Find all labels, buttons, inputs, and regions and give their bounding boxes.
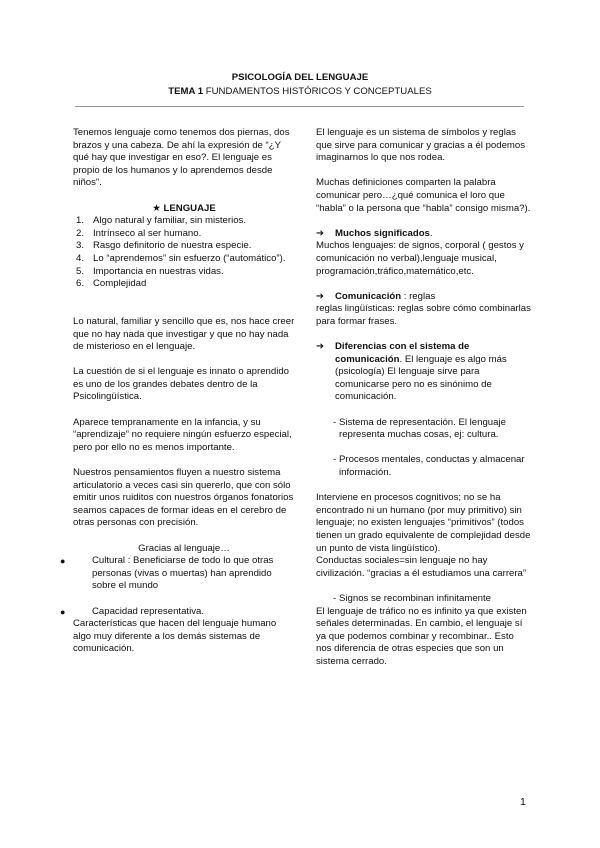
- paragraph-cognitivos: Interviene en procesos cognitivos; no se ha encontrado ni un humano (por muy primitivo) sin lenguaje; no existen lenguajes “primitivos” (todos tienen un grado equivalente de complejidad desde un punto de vista lingüístico).: [316, 492, 531, 554]
- bullet-icon: ●: [60, 606, 66, 617]
- arrow-right-icon: ➔: [316, 290, 325, 302]
- paragraph-trafico: El lenguaje de tráfico no es infinito ya que existen señales determinadas. En cambio, el lenguaje sí ya que podemos combinar y recombinar.. Esto nos diferencia de otras especies que son un sistema cerrado.: [316, 605, 527, 667]
- paragraph-caracteristicas: Características que hacen del lenguaje humano algo muy diferente a los demás sistemas de comunicación.: [73, 618, 277, 655]
- paragraph-infancia: Aparece tempranamente en la infancia, y su “aprendizaje” no requiere ningún esfuerzo especial, pero por ello no es menos importante.: [73, 416, 292, 453]
- bullet-cultural: ● Cultural : Beneficiarse de todo lo que otras personas (vivas o muertas) han aprendido sobre el mundo: [60, 555, 274, 592]
- list-item: 6. Complejidad: [76, 278, 147, 290]
- document-subtitle: [0, 86, 600, 99]
- list-item: 5. Importancia en nuestras vidas.: [76, 265, 224, 277]
- arrow-right-icon: ➔: [316, 227, 325, 239]
- arrow-diferencias: ➔ Diferencias con el sistema de comunicación. El lenguaje es algo más (psicología) El lenguaje sirve para comunicarse pero no es sinónimo de comunicación.: [316, 341, 507, 403]
- paragraph-natural: Lo natural, familiar y sencillo que es, nos hace creer que no hay nada que investigar y que no hay nada de misterioso en el lenguaje.: [73, 315, 295, 353]
- subtitle-tema: TEMA 1: [168, 86, 204, 97]
- lenguaje-list: [73, 215, 295, 291]
- dash-representacion: - Sistema de representación. El lenguaje representa muchas cosas, ej: cultura.: [333, 416, 506, 441]
- left-column: [60, 127, 295, 669]
- lenguaje-heading: ★ LENGUAJE: [152, 202, 216, 214]
- list-item: 3. Rasgo definitorio de nuestra especie.: [76, 240, 252, 252]
- bullet-icon: ●: [60, 556, 66, 567]
- document-title: PSICOLOGÍA DEL LENGUAJE: [231, 72, 369, 83]
- header-rule: [75, 106, 524, 107]
- paragraph-sociales: Conductas sociales=sin lenguaje no hay civilización. “gracias a él estudiamos una carrera”: [316, 555, 527, 579]
- paragraph-definiciones: Muchas definiciones comparten la palabra comunicar pero…¿qué comunica el loro que “habla” o la persona que “habla” consigo misma?).: [316, 177, 531, 214]
- dash-procesos: - Procesos mentales, conductas y almacenar información.: [333, 454, 525, 479]
- subtitle-rest: FUNDAMENTOS HISTÓRICOS Y CONCEPTUALES: [203, 86, 432, 97]
- gracias-heading: Gracias al lenguaje…: [138, 542, 230, 554]
- list-item: 4. Lo “aprendemos” sin esfuerzo (“automático”).: [76, 252, 286, 264]
- paragraph-innato: La cuestión de si el lenguaje es innato o aprendido es uno de los grandes debates dentro de la Psicolingüística.: [73, 366, 290, 403]
- paragraph-reglas: reglas lingüísticas: reglas sobre cómo combinarlas para formar frases.: [316, 303, 531, 327]
- right-column: [316, 127, 531, 681]
- list-item: 2. Intrínseco al ser humano.: [76, 227, 202, 239]
- page-number: 1: [520, 796, 526, 808]
- dash-signos: - Signos se recombinan infinitamente: [333, 592, 491, 604]
- paragraph-pensamientos: Nuestros pensamientos fluyen a nuestro sistema articulatorio a veces casi sin quererlo, que con sólo emitir unos ruiditos con nuestros órganos fonatorios seamos capaces de formar ideas en el cerebro de otras personas con precisión.: [73, 467, 294, 529]
- arrow-right-icon: ➔: [316, 341, 325, 353]
- bullet-capacidad: ● Capacidad representativa.: [60, 605, 204, 617]
- list-item: 1. Algo natural y familiar, sin misterios.: [76, 215, 247, 227]
- intro-paragraph: Tenemos lenguaje como tenemos dos piernas, dos brazos y una cabeza. De ahí la expresión de “¿Y qué hay que investigar en eso?. El lenguaje es propio de los humanos y lo aprendemos desde niños”.: [73, 127, 290, 189]
- arrow-significados: ➔ Muchos significados.: [316, 227, 433, 239]
- arrow-comunicacion: ➔ Comunicación : reglas: [316, 290, 436, 302]
- paragraph-lenguajes: Muchos lenguajes: de signos, corporal ( gestos y comunicación no verbal),lenguaje musical, programación,tráfico,matemático,etc.: [316, 240, 524, 277]
- paragraph-sistema: El lenguaje es un sistema de símbolos y reglas que sirve para comunicar y gracias a él podemos imaginarnos lo que nos rodea.: [316, 127, 526, 164]
